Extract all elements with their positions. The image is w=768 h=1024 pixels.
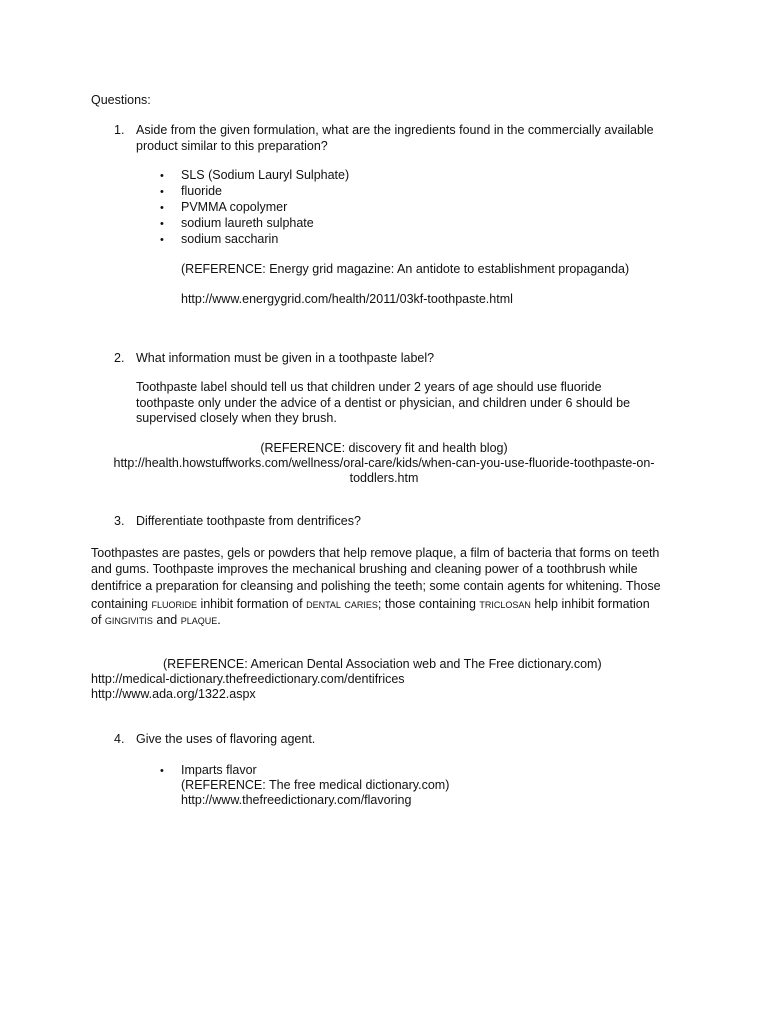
paragraph-line: Toothpastes are pastes, gels or powders that help remove plaque, a film of bacteria that forms on teeth xyxy=(91,546,660,560)
reference-text: (REFERENCE: The free medical dictionary.com) xyxy=(181,778,450,792)
question-1-number: 1. xyxy=(114,123,125,137)
bullet-icon: • xyxy=(160,765,164,777)
question-2-text: What information must be given in a toothpaste label? xyxy=(136,351,435,365)
list-item: PVMMA copolymer xyxy=(181,200,288,214)
question-4-number: 4. xyxy=(114,732,125,746)
list-item: sodium laureth sulphate xyxy=(181,216,314,230)
reference-text: (REFERENCE: discovery fit and health blog) xyxy=(260,441,508,455)
text-segment: help inhibit formation xyxy=(530,597,650,611)
bullet-icon: • xyxy=(160,202,164,214)
bullet-icon: • xyxy=(160,170,164,182)
term-triclosan: triclosan xyxy=(479,597,531,611)
term-gingivitis: gingivitis xyxy=(104,613,153,627)
reference-url: http://www.energygrid.com/health/2011/03kf-toothpaste.html xyxy=(181,292,513,306)
list-item: fluoride xyxy=(181,184,222,198)
term-fluoride: fluoride xyxy=(151,597,197,611)
answer-line: toothpaste only under the advice of a dentist or physician, and children under 6 should be xyxy=(136,396,631,410)
answer-line: supervised closely when they brush. xyxy=(136,411,337,425)
question-2-number: 2. xyxy=(114,351,125,365)
text-segment: . xyxy=(217,613,221,627)
term-plaque: plaque xyxy=(180,613,218,627)
text-segment: ; those containing xyxy=(377,597,480,611)
bullet-icon: • xyxy=(160,186,164,198)
term-dental-caries: dental caries xyxy=(306,597,378,611)
paragraph-line: and gums. Toothpaste improves the mechanical brushing and cleaning power of a toothbrush while xyxy=(91,562,638,576)
paragraph-line: dentifrice a preparation for cleansing and polishing the teeth; some contain agents for whitening. Those xyxy=(91,579,661,593)
reference-url: http://medical-dictionary.thefreedictionary.com/dentifrices xyxy=(91,672,405,686)
paragraph-line xyxy=(91,596,650,612)
question-3-text: Differentiate toothpaste from dentrifices? xyxy=(136,514,361,528)
question-1-text-line-2: product similar to this preparation? xyxy=(136,139,328,153)
text-segment: inhibit formation of xyxy=(196,597,307,611)
bullet-icon: • xyxy=(160,234,164,246)
list-item: Imparts flavor xyxy=(181,763,257,777)
reference-text: (REFERENCE: American Dental Association web and The Free dictionary.com) xyxy=(163,657,602,671)
question-4-text: Give the uses of flavoring agent. xyxy=(136,732,316,746)
paragraph-line xyxy=(91,612,221,628)
reference-url-continued: toddlers.htm xyxy=(349,471,419,485)
bullet-icon: • xyxy=(160,218,164,230)
text-segment: and xyxy=(152,613,181,627)
reference-url: http://www.ada.org/1322.aspx xyxy=(91,687,256,701)
list-item: SLS (Sodium Lauryl Sulphate) xyxy=(181,168,350,182)
question-1-text-line-1: Aside from the given formulation, what are the ingredients found in the commercially available xyxy=(136,123,654,137)
reference-url: http://health.howstuffworks.com/wellness/oral-care/kids/when-can-you-use-fluoride-toothpaste-on- xyxy=(113,456,655,470)
answer-line: Toothpaste label should tell us that children under 2 years of age should use fluoride xyxy=(136,380,602,394)
reference-url: http://www.thefreedictionary.com/flavoring xyxy=(181,793,412,807)
question-3-number: 3. xyxy=(114,514,125,528)
text-segment: of xyxy=(91,613,105,627)
reference-text: (REFERENCE: Energy grid magazine: An antidote to establishment propaganda) xyxy=(181,262,630,276)
questions-heading: Questions: xyxy=(91,93,151,107)
text-segment: containing xyxy=(91,597,152,611)
list-item: sodium saccharin xyxy=(181,232,279,246)
